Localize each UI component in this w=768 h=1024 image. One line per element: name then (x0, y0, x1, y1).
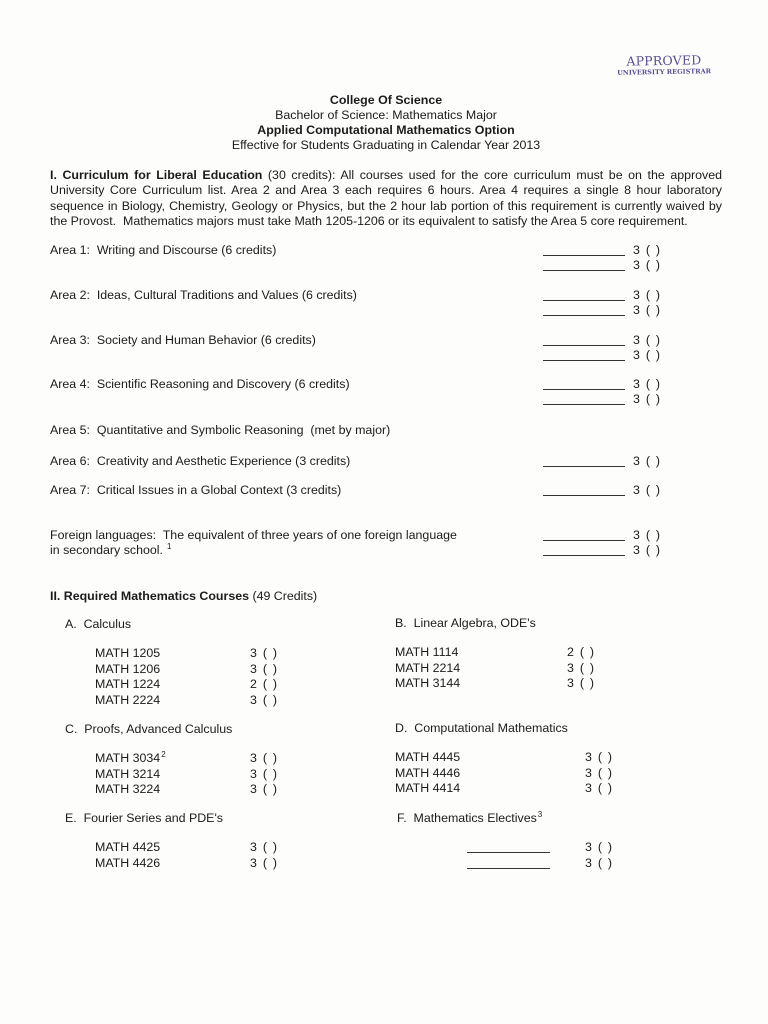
course-code: MATH 3144 (395, 676, 461, 690)
group-title: D. Computational Mathematics (395, 721, 568, 735)
course-code: MATH 2214 (395, 660, 461, 675)
group-title-with-footnote (397, 811, 542, 826)
area-4-label: Area 4: Scientific Reasoning and Discovery (6 credits) (50, 377, 350, 391)
footnote-marker: 1 (166, 542, 172, 551)
course-group-fourier (65, 811, 278, 871)
course-list (395, 645, 595, 692)
intro-line-1-text: (30 credits): All courses used for the core curriculum must be on the approved (267, 168, 722, 182)
credit-value: 2 ( ) (567, 645, 595, 659)
credit-line (543, 454, 660, 469)
course-code: MATH 4445 (395, 750, 461, 764)
course-row (395, 676, 595, 692)
area-1-label: Area 1: Writing and Discourse (6 credits) (50, 243, 277, 257)
credit-line (543, 348, 660, 363)
course-list (65, 750, 278, 798)
intro-line-3: sequence in Biology, Chemistry, Geology or Physics, but the 2 hour lab portion of this requirement is currently waived by (50, 198, 722, 213)
effective-date: Effective for Students Graduating in Calendar Year 2013 (231, 138, 541, 152)
credit-line (543, 377, 660, 392)
course-row (395, 750, 613, 766)
credit-value: 3 ( ) (585, 855, 613, 870)
area-3-credits (543, 333, 660, 363)
credit-value: 3 ( ) (633, 392, 661, 407)
credit-value: 3 ( ) (250, 751, 278, 765)
area-3-row (50, 333, 720, 363)
credit-value: 3 ( ) (250, 661, 278, 676)
area-5-label: Area 5: Quantitative and Symbolic Reasoning (met by major) (50, 423, 391, 437)
area-7-label: Area 7: Critical Issues in a Global Context (3 credits) (50, 483, 342, 497)
course-list (65, 840, 278, 871)
foreign-language-credits (543, 528, 660, 558)
group-title: A. Calculus (65, 617, 132, 631)
course-entry-blank[interactable] (543, 290, 625, 301)
college-name: College Of Science (329, 93, 443, 107)
footnote-marker: 3 (537, 810, 543, 819)
area-1-row (50, 243, 720, 273)
section-2-heading: II. Required Mathematics Courses (50, 589, 249, 603)
course-entry-blank[interactable] (543, 456, 625, 467)
liberal-education-intro (50, 168, 722, 229)
course-list (395, 750, 613, 797)
course-group-proofs (65, 722, 278, 798)
credit-value: 3 ( ) (633, 528, 661, 542)
credit-value: 2 ( ) (250, 677, 278, 691)
course-row (65, 661, 278, 678)
course-code: MATH 4426 (95, 855, 161, 870)
course-entry-blank[interactable] (543, 245, 625, 256)
course-entry-blank[interactable] (543, 335, 625, 346)
area-6-row (50, 454, 720, 469)
credit-value: 3 ( ) (585, 840, 613, 854)
group-title: B. Linear Algebra, ODE's (395, 616, 536, 630)
credit-value: 3 ( ) (567, 660, 595, 675)
course-code: MATH 1205 (95, 646, 161, 660)
section-2-credits: (49 Credits) (252, 589, 318, 603)
area-7-row (50, 483, 720, 498)
credit-line (543, 258, 660, 273)
credit-value: 3 ( ) (633, 377, 661, 391)
credit-value: 3 ( ) (250, 766, 278, 781)
credit-line (543, 543, 660, 558)
credit-value: 3 ( ) (633, 483, 661, 497)
foreign-language-label-text: in secondary school. (50, 543, 163, 557)
option-name: Applied Computational Mathematics Option (257, 123, 515, 137)
foreign-language-label-line-1: Foreign languages: The equivalent of three years of one foreign language (50, 528, 457, 542)
intro-line-2: University Core Curriculum list. Area 2 and Area 3 each requires 6 hours. Area 4 requires a single 8 hour laboratory (50, 183, 722, 198)
course-entry-blank[interactable] (543, 485, 625, 496)
credit-value: 3 ( ) (250, 646, 278, 660)
elective-entry-blank[interactable] (467, 856, 550, 869)
credit-line (543, 333, 660, 348)
stamp-approved-text: APPROVED (626, 52, 702, 69)
elective-entry-blank[interactable] (467, 840, 550, 853)
elective-row (397, 840, 613, 856)
section-2-heading-line (50, 589, 317, 604)
course-row (65, 782, 278, 798)
course-entry-blank[interactable] (543, 305, 625, 316)
credit-value: 3 ( ) (633, 258, 661, 273)
credit-line (543, 392, 660, 407)
course-entry-blank[interactable] (543, 260, 625, 271)
group-title: C. Proofs, Advanced Calculus (65, 722, 233, 736)
credit-value: 3 ( ) (567, 676, 595, 690)
course-code: MATH 2224 (95, 692, 161, 707)
course-code: MATH 4446 (395, 765, 461, 780)
credit-line (543, 243, 660, 258)
area-6-credits (543, 454, 660, 469)
credit-value: 3 ( ) (585, 781, 613, 795)
approved-stamp (605, 52, 723, 78)
course-row (65, 840, 278, 856)
credit-value: 3 ( ) (585, 765, 613, 780)
course-entry-blank[interactable] (543, 394, 625, 405)
group-title: E. Fourier Series and PDE's (65, 811, 223, 825)
course-row (395, 660, 595, 677)
area-2-row (50, 288, 720, 318)
credit-line (543, 288, 660, 303)
course-code-with-footnote (95, 751, 166, 767)
area-4-row (50, 377, 720, 407)
course-row (65, 677, 278, 693)
credit-value: 3 ( ) (250, 782, 278, 796)
credit-value: 3 ( ) (250, 840, 278, 854)
course-entry-blank[interactable] (543, 350, 625, 361)
course-row (65, 750, 278, 767)
area-2-label: Area 2: Ideas, Cultural Traditions and Values (6 credits) (50, 288, 357, 302)
course-code: MATH 1224 (95, 677, 161, 691)
course-row (65, 766, 278, 783)
course-row (65, 692, 278, 709)
credit-value: 3 ( ) (633, 348, 661, 363)
credit-line (543, 303, 660, 318)
stamp-registrar-text: UNIVERSITY REGISTRAR (617, 67, 712, 77)
course-code: MATH 1206 (95, 661, 161, 676)
course-row (65, 855, 278, 872)
area-2-credits (543, 288, 660, 318)
area-1-credits (543, 243, 660, 273)
course-group-calculus (65, 617, 278, 708)
elective-row (397, 855, 613, 872)
group-title: F. Mathematics Electives (397, 811, 537, 825)
course-row (395, 765, 613, 782)
intro-line-1 (50, 168, 722, 183)
course-entry-blank[interactable] (543, 530, 625, 541)
course-code: MATH 1114 (395, 645, 459, 659)
section-1-heading: I. Curriculum for Liberal Education (50, 168, 263, 182)
area-7-credits (543, 483, 660, 498)
credit-value: 3 ( ) (250, 855, 278, 870)
course-list (397, 840, 613, 871)
credit-value: 3 ( ) (250, 692, 278, 707)
course-row (65, 646, 278, 662)
area-4-credits (543, 377, 660, 407)
degree-name: Bachelor of Science: Mathematics Major (275, 108, 497, 122)
course-code: MATH 4414 (395, 781, 461, 795)
intro-line-4: the Provost. Mathematics majors must take Math 1205-1206 or its equivalent to satisfy the Area 5 core requirement. (50, 213, 688, 228)
credit-value: 3 ( ) (633, 288, 661, 302)
course-group-computational (395, 721, 613, 797)
course-row (395, 781, 613, 797)
area-3-label: Area 3: Society and Human Behavior (6 credits) (50, 333, 316, 347)
course-group-electives (397, 810, 613, 871)
foreign-language-row (50, 528, 720, 558)
credit-line (543, 528, 660, 543)
course-code: MATH 3034 (95, 751, 161, 765)
course-entry-blank[interactable] (543, 379, 625, 390)
course-code: MATH 3214 (95, 766, 161, 781)
footnote-marker: 2 (161, 750, 166, 759)
course-row (395, 645, 595, 661)
credit-value: 3 ( ) (633, 243, 661, 257)
area-6-label: Area 6: Creativity and Aesthetic Experience (3 credits) (50, 454, 351, 468)
credit-value: 3 ( ) (585, 750, 613, 764)
credit-value: 3 ( ) (633, 303, 661, 318)
credit-value: 3 ( ) (633, 333, 661, 347)
course-entry-blank[interactable] (543, 545, 625, 556)
credit-line (543, 483, 660, 498)
credit-value: 3 ( ) (633, 543, 661, 558)
credit-value: 3 ( ) (633, 454, 661, 468)
course-code: MATH 3224 (95, 782, 161, 796)
course-list (65, 646, 278, 708)
document-header (4, 93, 768, 153)
course-code: MATH 4425 (95, 840, 161, 854)
course-group-linear-algebra (395, 616, 595, 692)
area-5-row (50, 423, 720, 438)
